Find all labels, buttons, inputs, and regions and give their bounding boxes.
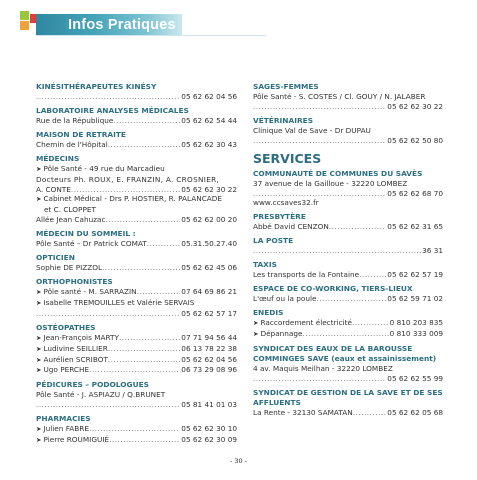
section-heading-laboratoire: LABORATOIRE ANALYSES MÉDICALES [36, 105, 189, 115]
arrow-right-icon: ➤ [253, 318, 259, 327]
section-heading-syndicat-des-eaux-line2: COMMINGES SAVE (eaux et assainissement) [253, 353, 437, 363]
section-heading-syndicat-save-line2: AFFLUENTS [253, 397, 301, 407]
section-heading-enedis: ENEDIS [253, 307, 284, 317]
section-heading-syndicat-save: SYNDICAT DE GESTION DE LA SAVE ET DE SES [253, 387, 443, 397]
doctor-names: Docteurs Ph. ROUX, E. FRANZIN, A. CROSNIER, [36, 174, 220, 184]
arrow-right-icon: ➤ [36, 344, 42, 353]
list-item: L'œuf ou la poule ..... 05 62 59 71 02 [253, 294, 443, 304]
section-heading-syndicat-des-eaux: SYNDICAT DES EAUX DE LA BAROUSSE [253, 343, 413, 353]
section-heading-la-poste: LA POSTE [253, 236, 294, 246]
list-item: Clinique Val de Save - Dr DUPAU [253, 125, 371, 135]
section-heading-veterinaires: VÉTÉRINAIRES [253, 115, 314, 125]
page-title: Infos Pratiques [68, 17, 176, 33]
list-item: 4 av. Maquis Meilhan - 32220 LOMBEZ [253, 363, 393, 373]
list-item: ➤ Jean-François MARTY ..... 07 71 94 56 44 [36, 333, 237, 344]
section-heading-orthophonistes: ORTHOPHONISTES [36, 276, 113, 286]
arrow-right-icon: ➤ [36, 298, 42, 307]
arrow-right-icon: ➤ [36, 425, 42, 434]
list-item: La Rente - 32130 SAMATAN ..... 05 62 62 05 68 [253, 408, 443, 418]
list-item: Pôle Santé - J. ASPIAZU / Q.BRUNET [36, 390, 166, 400]
list-item: A. CONTE ..... 05 62 62 30 22 [36, 185, 237, 195]
list-item: ..... 05 62 62 55 99 [253, 374, 443, 384]
list-item: Les transports de la Fontaine ..... 05 62 62 57 19 [253, 270, 443, 280]
list-item: 37 avenue de la Gailloue - 32220 LOMBEZ [253, 178, 408, 188]
section-heading-pharmacies: PHARMACIES [36, 414, 91, 424]
list-item: ..... 05 62 62 30 22 [253, 102, 443, 112]
section-heading-medecins: MÉDECINS [36, 153, 80, 163]
section-heading-pedicures: PÉDICURES – PODOLOGUES [36, 380, 149, 390]
arrow-right-icon: ➤ [253, 329, 259, 338]
arrow-right-icon: ➤ [36, 355, 42, 364]
right-column [253, 82, 443, 418]
list-item: ➤ Dépannage ..... 0 810 333 009 [253, 329, 443, 340]
list-item: ➤ Ugo PERCHE ..... 06 73 29 08 96 [36, 365, 237, 376]
list-item: Rue de la République ..... 05 62 62 54 44 [36, 116, 237, 126]
arrow-right-icon: ➤ [36, 164, 42, 173]
arrow-right-icon: ➤ [36, 287, 42, 296]
list-item: ..... 05 62 62 57 17 [36, 309, 237, 319]
list-item: ➤ Pôle Santé - 49 rue du Marcadieu [36, 163, 165, 173]
section-heading-medecin-du-sommeil: MÉDECIN DU SOMMEIL : [36, 229, 136, 239]
list-item: ..... 05 62 62 50 80 [253, 136, 443, 146]
section-heading-communaute-de-communes: COMMUNAUTÉ DE COMMUNES DU SAVÈS [253, 168, 423, 178]
section-heading-sages-femmes: SAGES-FEMMES [253, 82, 319, 91]
section-heading-presbytere: PRESBYTÈRE [253, 212, 306, 222]
section-heading-osteopathes: OSTÉOPATHES [36, 322, 96, 332]
list-item: Pôle Santé – Dr Patrick COMAT ..... 05.31.50.27.40 [36, 239, 237, 249]
website-link[interactable]: www.ccsaves32.fr [253, 198, 319, 208]
section-heading-co-working: ESPACE DE CO-WORKING, TIERS-LIEUX [253, 284, 413, 294]
list-item: Chemin de l'Hôpital ..... 05 62 62 30 43 [36, 140, 237, 150]
list-item: Abbé David CENZON ..... 05 62 62 31 65 [253, 222, 443, 232]
list-item: ➤ Julien FABRE ..... 05 62 62 30 10 [36, 424, 237, 435]
list-item: ➤ Pierre ROUMIGUIÉ ..... 05 62 62 30 09 [36, 435, 237, 446]
list-item: ➤ Raccordement électricité ..... 0 810 203 835 [253, 318, 443, 329]
section-title-services: SERVICES [253, 150, 322, 166]
list-item: ➤ Pôle santé - M. SARRAZIN ..... 07 64 69 86 21 [36, 287, 237, 298]
list-item: Sophie DE PIZZOL ..... 05 62 62 45 06 [36, 263, 237, 273]
arrow-right-icon: ➤ [36, 436, 42, 445]
section-heading-kinesitherapeutes: KINÉSITHÉRAPEUTES KINÉSY [36, 82, 157, 91]
list-item-continued: et C. CLOPPET [44, 205, 96, 215]
list-item: ➤ Ludivine SEILLIER ..... 06 13 78 22 38 [36, 344, 237, 355]
list-item: ➤ Aurélien SCRIBOT ..... 05 62 62 04 56 [36, 355, 237, 366]
arrow-right-icon: ➤ [36, 333, 42, 342]
list-item: ..... 05 81 41 01 03 [36, 400, 237, 410]
section-heading-maison-de-retraite: MAISON DE RETRAITE [36, 129, 126, 139]
title-divider [36, 35, 266, 36]
section-heading-taxis: TAXIS [253, 260, 277, 270]
section-heading-opticien: OPTICIEN [36, 253, 75, 263]
list-item: ..... 05 62 62 68 70 [253, 189, 443, 199]
list-item: Pôle Santé - S. COSTES / Cl. GOUY / N. JALABER [253, 92, 426, 101]
arrow-right-icon: ➤ [36, 195, 42, 204]
page-number: - 30 - [229, 457, 248, 465]
list-item: ➤ Cabinet Médical - Drs P. HOSTIER, R. PALANCADE [36, 194, 223, 204]
arrow-right-icon: ➤ [36, 366, 42, 375]
list-item: ..... 05 62 62 04 56 [36, 92, 237, 102]
left-column [36, 82, 237, 446]
list-item: ..... 36 31 [253, 246, 443, 256]
list-item: ➤ Isabelle TREMOUILLES et Valérie SERVAIS [36, 297, 195, 307]
list-item: Allée Jean Cahuzac ..... 05 62 62 00 20 [36, 215, 237, 225]
